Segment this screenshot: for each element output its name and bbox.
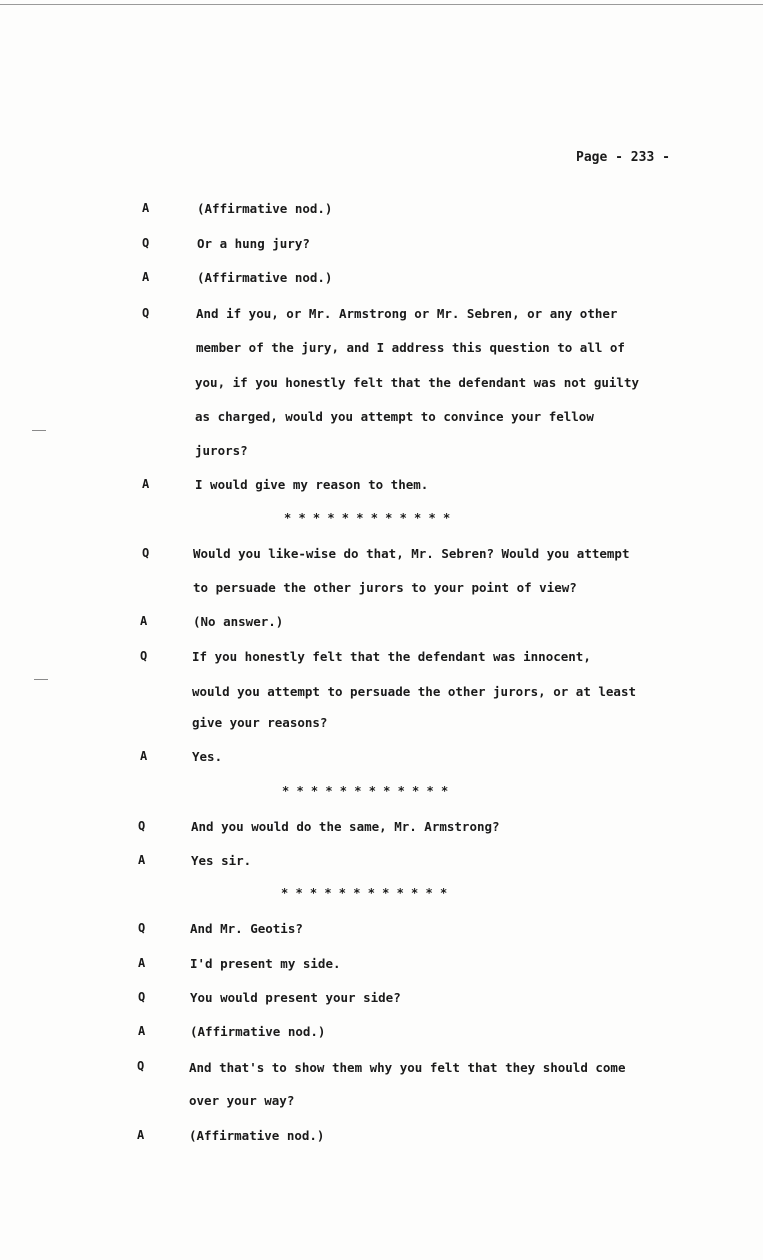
transcript-line: And Mr. Geotis? [190,921,303,936]
speaker-label: Q [137,1059,145,1073]
transcript-line: (No answer.) [193,614,284,629]
transcript-line: And if you, or Mr. Armstrong or Mr. Sebren, or any other [196,306,618,321]
speaker-label: Q [142,236,150,250]
speaker-label: Q [142,306,150,320]
transcript-line: (Affirmative nod.) [197,270,333,285]
top-rule [0,4,763,5]
speaker-label: Q [142,546,150,560]
transcript-line: Or a hung jury? [197,236,310,251]
speaker-label: Q [138,921,146,935]
transcript-line: (Affirmative nod.) [190,1024,326,1039]
speaker-label: A [140,614,148,628]
speaker-label: A [138,853,146,867]
transcript-line: I would give my reason to them. [195,477,429,492]
transcript-line: (Affirmative nod.) [189,1128,325,1143]
speaker-label: A [138,956,146,970]
transcript-line: You would present your side? [190,990,401,1005]
speaker-label: A [140,749,148,763]
speaker-label: A [142,201,150,215]
speaker-label: A [138,1024,146,1038]
transcript-line: If you honestly felt that the defendant was innocent, [192,649,591,664]
margin-mark [32,430,46,431]
speaker-label: Q [138,819,146,833]
transcript-line: jurors? [195,443,248,458]
transcript-line: you, if you honestly felt that the defendant was not guilty [195,375,640,390]
transcript-line: to persuade the other jurors to your point of view? [193,580,577,595]
transcript-line: Would you like-wise do that, Mr. Sebren? Would you attempt [193,546,630,561]
transcript-line: And that's to show them why you felt that they should come [189,1060,626,1075]
section-separator: * * * * * * * * * * * * [282,784,449,798]
transcript-line: Yes sir. [191,853,252,868]
transcript-line: as charged, would you attempt to convince your fellow [195,409,594,424]
page-number: Page - 233 - [576,150,670,165]
speaker-label: A [142,477,150,491]
section-separator: * * * * * * * * * * * * [284,511,451,525]
transcript-line: And you would do the same, Mr. Armstrong? [191,819,500,834]
transcript-line: over your way? [189,1093,295,1108]
transcript-line: would you attempt to persuade the other jurors, or at least [192,684,637,699]
speaker-label: A [137,1128,145,1142]
transcript-line: member of the jury, and I address this question to all of [196,340,625,355]
speaker-label: Q [138,990,146,1004]
speaker-label: A [142,270,150,284]
transcript-line: give your reasons? [192,715,328,730]
section-separator: * * * * * * * * * * * * [281,886,448,900]
margin-mark [34,679,48,680]
speaker-label: Q [140,649,148,663]
transcript-line: (Affirmative nod.) [197,201,333,216]
transcript-line: Yes. [192,749,223,764]
transcript-line: I'd present my side. [190,956,341,971]
